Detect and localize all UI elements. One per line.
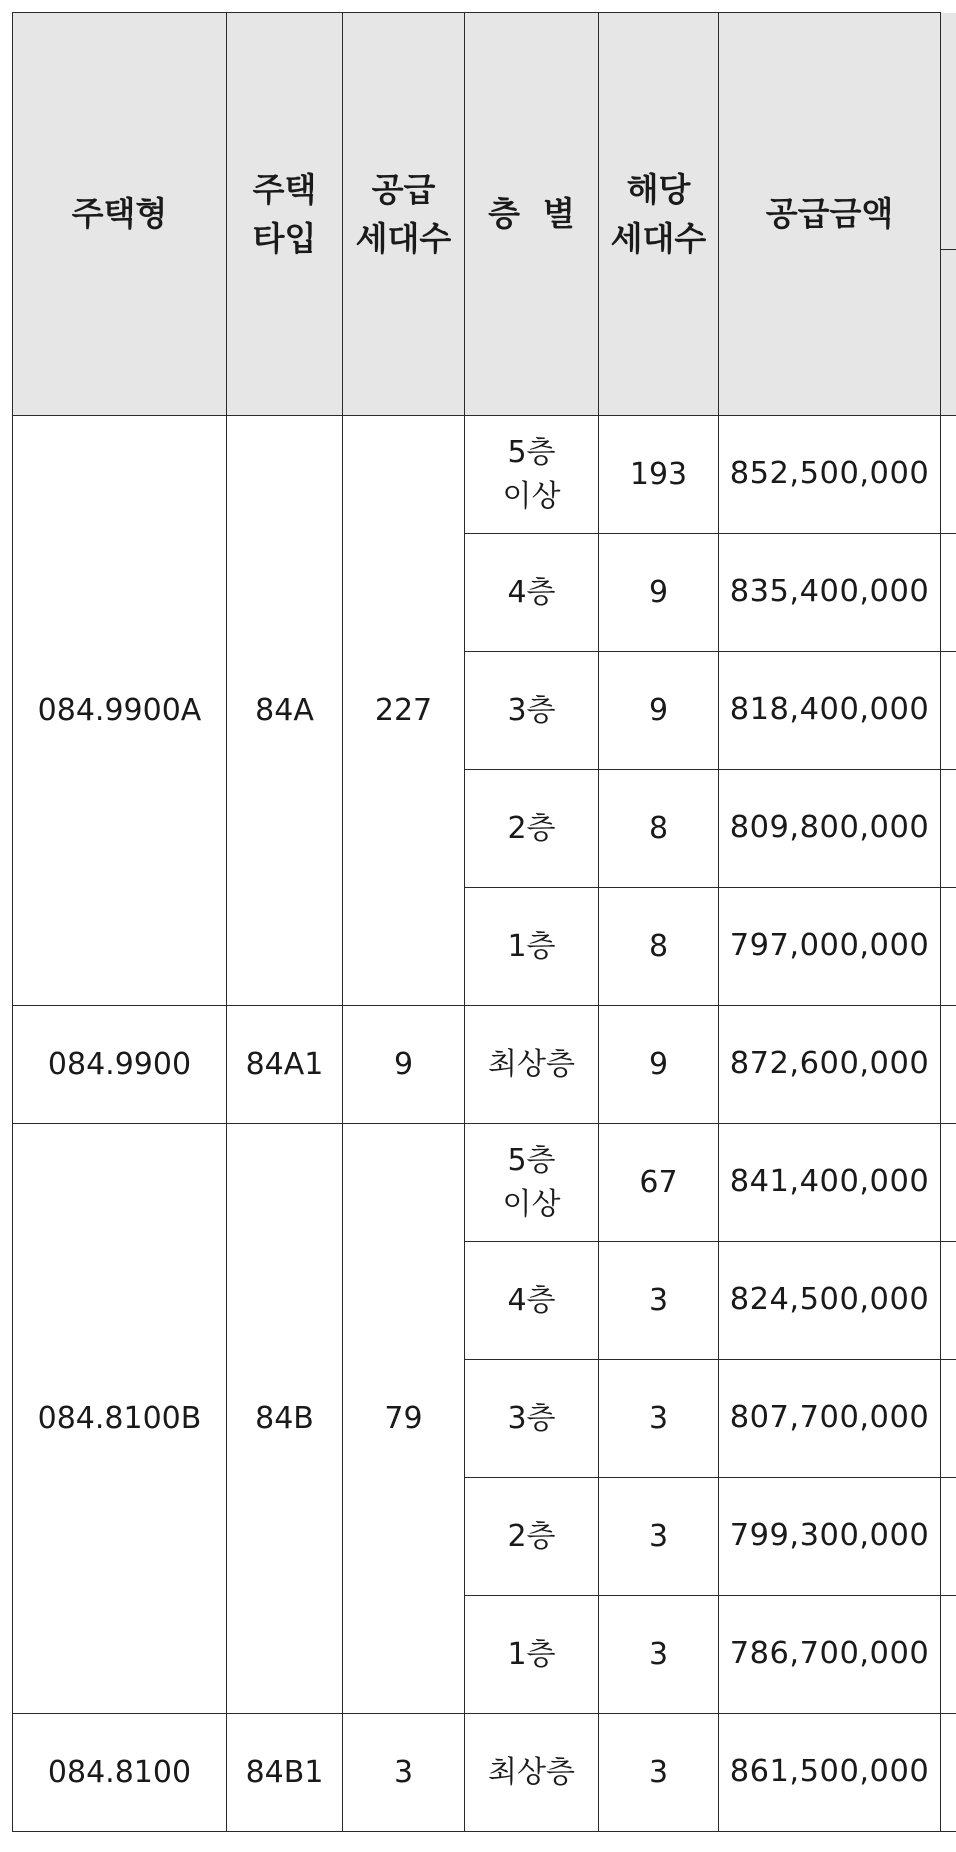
cell-floor — [465, 534, 599, 652]
table-row — [13, 1006, 956, 1124]
cell-floor — [465, 1006, 599, 1124]
cell-supply-units: 227 — [343, 416, 465, 1006]
cell-house-type: 84B1 — [227, 1714, 343, 1832]
cell-cutoff-column — [941, 1006, 956, 1124]
supply-price-table — [12, 12, 956, 1832]
cell-house-type: 84B — [227, 1124, 343, 1714]
cell-floor-units: 3 — [599, 1714, 719, 1832]
cell-floor — [465, 1714, 599, 1832]
cell-house-type: 84A — [227, 416, 343, 1006]
cell-supply-price: 809,800,000 — [719, 770, 941, 888]
floor-label: 2층 — [507, 810, 556, 846]
cell-floor-units: 3 — [599, 1478, 719, 1596]
cell-floor — [465, 416, 599, 534]
cell-floor-units: 193 — [599, 416, 719, 534]
header-floor: 층 별 — [465, 13, 599, 416]
cell-floor — [465, 888, 599, 1006]
cell-floor-units: 9 — [599, 652, 719, 770]
cell-supply-price: 861,500,000 — [719, 1714, 941, 1832]
cell-floor — [465, 1242, 599, 1360]
cell-cutoff-column — [941, 770, 956, 888]
cell-floor-units: 8 — [599, 888, 719, 1006]
cell-supply-units: 3 — [343, 1714, 465, 1832]
cell-supply-price: 818,400,000 — [719, 652, 941, 770]
cell-floor-units: 3 — [599, 1596, 719, 1714]
floor-label: 5층 — [507, 435, 556, 470]
floor-label: 1층 — [507, 1636, 556, 1672]
cell-floor-units: 67 — [599, 1124, 719, 1242]
cell-type: 084.9900A — [13, 416, 227, 1006]
table-row — [13, 1124, 956, 1242]
cell-supply-price: 824,500,000 — [719, 1242, 941, 1360]
floor-label: 2층 — [507, 1518, 556, 1554]
cell-type: 084.8100B — [13, 1124, 227, 1714]
cell-floor — [465, 1124, 599, 1242]
header-floor-units: 해당 세대수 — [599, 13, 719, 416]
cell-cutoff-column — [941, 1596, 956, 1714]
cell-floor — [465, 1478, 599, 1596]
cell-supply-price: 835,400,000 — [719, 534, 941, 652]
table-row — [13, 1714, 956, 1832]
cell-supply-price: 872,600,000 — [719, 1006, 941, 1124]
cell-supply-price: 799,300,000 — [719, 1478, 941, 1596]
cell-floor — [465, 1360, 599, 1478]
cell-floor — [465, 652, 599, 770]
cell-cutoff-column — [941, 534, 956, 652]
floor-label: 이상 — [502, 1186, 561, 1222]
cell-supply-units: 79 — [343, 1124, 465, 1714]
cell-floor-units: 9 — [599, 534, 719, 652]
price-table-frame — [12, 12, 956, 1838]
cell-supply-price: 841,400,000 — [719, 1124, 941, 1242]
header-house-type: 주택 타입 — [227, 13, 343, 416]
header-type: 주택형 — [13, 13, 227, 416]
cell-cutoff-column — [941, 1360, 956, 1478]
cell-type: 084.8100 — [13, 1714, 227, 1832]
cell-floor-units: 3 — [599, 1242, 719, 1360]
cell-cutoff-column — [941, 1242, 956, 1360]
cell-supply-price: 786,700,000 — [719, 1596, 941, 1714]
floor-label: 5층 — [507, 1143, 556, 1178]
floor-label: 최상층 — [488, 1046, 575, 1082]
cell-floor-units: 9 — [599, 1006, 719, 1124]
cell-supply-price: 797,000,000 — [719, 888, 941, 1006]
cell-cutoff-column — [941, 1478, 956, 1596]
header-supply-price: 공급금액 — [719, 13, 941, 416]
floor-label: 1층 — [507, 928, 556, 964]
cell-cutoff-column — [941, 1124, 956, 1242]
cell-type: 084.9900 — [13, 1006, 227, 1124]
cell-cutoff-column — [941, 416, 956, 534]
header-cutoff-column — [941, 13, 956, 416]
cell-cutoff-column — [941, 652, 956, 770]
floor-label: 이상 — [502, 478, 561, 514]
cell-supply-price: 852,500,000 — [719, 416, 941, 534]
cell-floor-units: 3 — [599, 1360, 719, 1478]
cell-floor-units: 8 — [599, 770, 719, 888]
header-supply-units: 공급 세대수 — [343, 13, 465, 416]
cell-house-type: 84A1 — [227, 1006, 343, 1124]
cell-supply-units: 9 — [343, 1006, 465, 1124]
cell-floor — [465, 770, 599, 888]
floor-label: 3층 — [507, 1400, 556, 1436]
floor-label: 3층 — [507, 692, 556, 728]
table-header-row — [13, 13, 956, 416]
cell-floor — [465, 1596, 599, 1714]
cell-cutoff-column — [941, 888, 956, 1006]
table-row — [13, 416, 956, 534]
cell-cutoff-column — [941, 1714, 956, 1832]
floor-label: 4층 — [507, 1282, 556, 1318]
floor-label: 최상층 — [488, 1754, 575, 1790]
cell-supply-price: 807,700,000 — [719, 1360, 941, 1478]
floor-label: 4층 — [507, 574, 556, 610]
